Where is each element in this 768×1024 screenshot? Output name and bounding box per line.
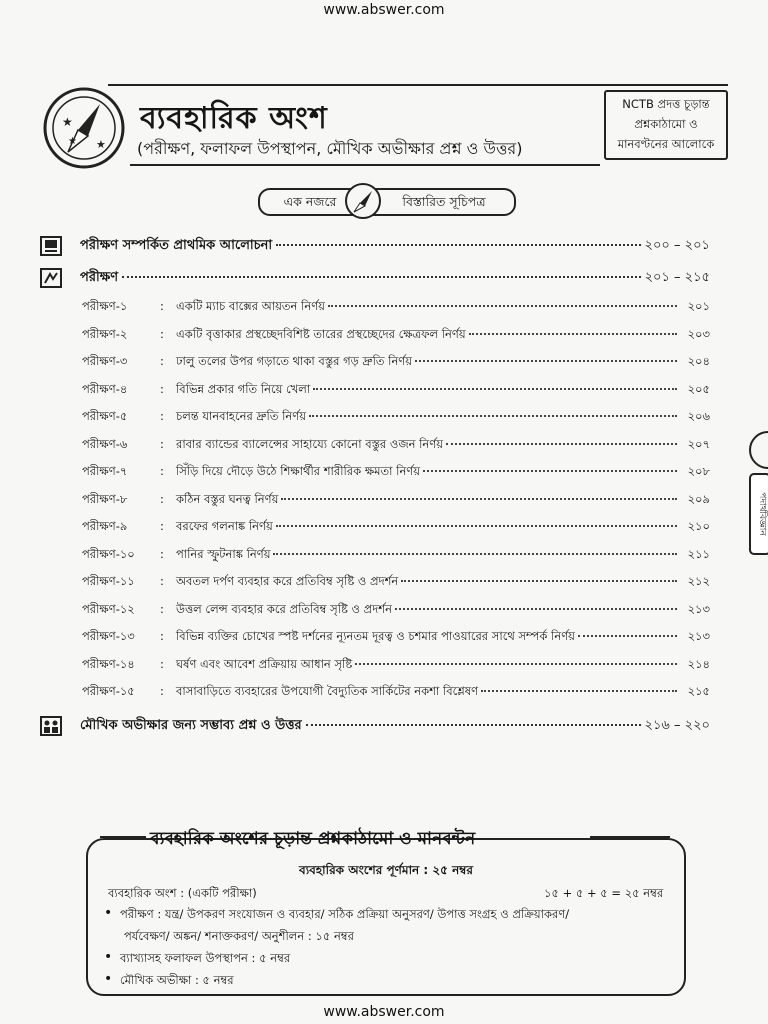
toc-row[interactable]: [82, 353, 710, 375]
experiment-page: ২০৭: [687, 436, 710, 451]
dot-leader: [578, 635, 677, 637]
separator: :: [160, 546, 164, 561]
separator: :: [160, 354, 164, 368]
experiment-page: ২০৬: [687, 409, 710, 423]
bullet-experiment: [104, 906, 569, 925]
experiment-number: পরীক্ষণ-৬: [82, 436, 128, 451]
separator: :: [160, 574, 164, 588]
toc-row[interactable]: [82, 381, 710, 403]
experiment-number: পরীক্ষণ-১৪: [82, 656, 135, 671]
nctb-line: প্রশ্নকাঠামো ও: [634, 117, 698, 131]
svg-text:★: ★: [62, 115, 73, 129]
dot-leader: [306, 724, 641, 726]
section-pages: ২১৬ – ২২০: [644, 718, 710, 733]
toc-row[interactable]: [82, 491, 710, 513]
side-tab-label: পদার্থবিজ্ঞান: [757, 492, 767, 536]
detailed-toc-label: বিস্তারিত সূচিপত্র: [372, 188, 516, 216]
experiment-page: ২১১: [687, 546, 710, 561]
dot-leader: [481, 690, 677, 692]
separator: :: [160, 381, 164, 396]
experiment-number: পরীক্ষণ-২: [82, 326, 128, 341]
experiment-title: রাবার ব্যান্ডের ব্যালেন্সের সাহায্যে কোনো বস্তুর ওজন নির্ণয়: [176, 436, 444, 451]
bullet-text: পরীক্ষণ : যন্ত্র/ উপকরণ সংযোজন ও ব্যবহার/ সঠিক প্রক্রিয়া অনুসরণ/ উপাত্ত সংগ্রহ ও প্রক্রিয়াকরণ/: [120, 907, 570, 921]
experiment-page: ২১৩: [687, 629, 710, 643]
bullet-oral: [104, 972, 234, 991]
experiment-title: সিঁড়ি দিয়ে দৌড়ে উঠে শিক্ষার্থীর শারীরিক ক্ষমতা নির্ণয়: [176, 464, 421, 478]
dot-leader: [395, 608, 677, 610]
experiment-title: ঘর্ষণ এবং আবেশ প্রক্রিয়ায় আধান সৃষ্টি: [176, 656, 353, 671]
experiment-page: ২০৯: [687, 491, 710, 506]
watermark-top: www.abswer.com: [323, 2, 445, 18]
separator: :: [160, 436, 164, 451]
experiment-title: উত্তল লেন্স ব্যবহার করে প্রতিবিম্ব সৃষ্টি ও প্রদর্শন: [176, 601, 392, 616]
marks-sum: ১৫ + ৫ + ৫ = ২৫ নম্বর: [544, 886, 664, 900]
dot-leader: [122, 276, 640, 278]
separator: :: [160, 491, 164, 506]
dot-leader: [401, 580, 677, 582]
toc-row[interactable]: [82, 573, 710, 595]
experiment-number: পরীক্ষণ-১১: [82, 574, 135, 588]
experiment-title: বরফের গলনাঙ্ক নির্ণয়: [176, 519, 273, 533]
toc-row[interactable]: [82, 546, 710, 568]
experiment-number: পরীক্ষণ-৮: [82, 491, 128, 506]
experiment-number: পরীক্ষণ-৪: [82, 381, 128, 396]
dot-leader: [281, 498, 677, 500]
bullet-text: মৌখিক অভীক্ষা : ৫ নম্বর: [120, 973, 234, 987]
section-title: মৌখিক অভীক্ষার জন্য সম্ভাব্য প্রশ্ন ও উত্তর: [80, 718, 302, 733]
experiment-title: ঢালু তলের উপর গড়াতে থাকা বস্তুর গড় দ্রুতি নির্ণয়: [176, 354, 413, 368]
dot-leader: [313, 388, 677, 390]
experiment-page: ২১৪: [687, 656, 710, 671]
toc-row[interactable]: [82, 518, 710, 540]
experiment-number: পরীক্ষণ-১: [82, 299, 128, 313]
toc-row[interactable]: [82, 628, 710, 650]
dot-leader: [446, 443, 677, 445]
dot-leader: [355, 663, 677, 665]
section-title: পরীক্ষণ: [80, 270, 119, 285]
dot-leader: [276, 525, 677, 527]
section-title: পরীক্ষণ সম্পর্কিত প্রাথমিক আলোচনা: [80, 238, 273, 253]
page-title: ব্যবহারিক অংশ: [140, 101, 328, 136]
experiment-page: ২০৫: [687, 381, 710, 396]
separator: :: [160, 299, 164, 313]
toc-row[interactable]: [82, 463, 710, 485]
section-pages: ২০০ – ২০১: [644, 238, 710, 253]
compass-emblem-icon: [42, 86, 126, 170]
experiment-title: পানির স্ফুটনাঙ্ক নির্ণয়: [176, 546, 271, 561]
toc-row[interactable]: [82, 298, 710, 320]
bullet-result: [104, 950, 290, 969]
header-bottom-rule: [130, 164, 600, 166]
dot-leader: [309, 415, 677, 417]
bullet-icon: •: [104, 905, 113, 921]
experiment-title: চলন্ত যানবাহনের দ্রুতি নির্ণয়: [176, 409, 306, 423]
experiment-number: পরীক্ষণ-৩: [82, 354, 128, 368]
monitor-icon: [40, 236, 62, 256]
toc-row[interactable]: [82, 601, 710, 623]
experiment-title: অবতল দর্পণ ব্যবহার করে প্রতিবিম্ব সৃষ্টি ও প্রদর্শন: [176, 574, 399, 588]
at-a-glance-label: এক নজরে: [258, 188, 362, 216]
marks-distribution-title: ব্যবহারিক অংশের চূড়ান্ত প্রশ্নকাঠামো ও মানবন্টন: [150, 829, 476, 849]
experiment-page: ২১০: [687, 519, 710, 533]
dot-leader: [276, 244, 640, 246]
experiment-number: পরীক্ষণ-১৫: [82, 684, 135, 698]
experiment-title: বিভিন্ন প্রকার গতি নিয়ে খেলা: [176, 381, 311, 396]
experiment-title: কঠিন বস্তুর ঘনত্ব নির্ণয়: [176, 491, 279, 506]
experiment-number: পরীক্ষণ-৭: [82, 464, 128, 478]
experiment-number: পরীক্ষণ-৯: [82, 519, 128, 533]
experiment-page: ২০৪: [687, 354, 710, 368]
svg-text:★: ★: [96, 138, 106, 151]
full-marks: ব্যবহারিক অংশের পূর্ণমান : ২৫ নম্বর: [299, 863, 473, 877]
page-subtitle: (পরীক্ষণ, ফলাফল উপস্থাপন, মৌখিক অভীক্ষার প্রশ্ন ও উত্তর): [137, 139, 523, 158]
separator: :: [160, 684, 164, 698]
experiment-number: পরীক্ষণ-৫: [82, 409, 128, 423]
toc-row[interactable]: [82, 683, 710, 705]
experiment-title: বিভিন্ন ব্যক্তির চোখের স্পষ্ট দর্শনের ন্যূনতম দূরত্ব ও চশমার পাওয়ারের সাথে সম্পর্ক নির্ণয়: [176, 629, 575, 643]
svg-text:★: ★: [68, 136, 77, 147]
bullet-text: ব্যাখ্যাসহ ফলাফল উপস্থাপন : ৫ নম্বর: [120, 951, 291, 965]
separator: :: [160, 519, 164, 533]
dot-leader: [328, 305, 677, 307]
bullet-icon: •: [104, 971, 113, 987]
nctb-badge: [604, 90, 728, 160]
people-icon: [40, 716, 62, 736]
compass-small-icon: [344, 182, 382, 220]
toc-row[interactable]: [82, 326, 710, 348]
separator: :: [160, 629, 164, 643]
experiment-page: ২১৫: [687, 684, 710, 698]
experiment-page: ২১২: [687, 574, 710, 588]
separator: :: [160, 656, 164, 671]
experiment-page: ২১৩: [687, 601, 710, 616]
nctb-line: মানবণ্টনের আলোকে: [617, 137, 715, 151]
toc-row[interactable]: [82, 656, 710, 678]
experiment-icon: [40, 268, 62, 288]
experiment-title: একটি ম্যাচ বাক্সের আয়তন নির্ণয়: [176, 299, 325, 313]
toc-section-oral[interactable]: [80, 716, 710, 738]
nctb-line: NCTB প্রদত্ত চূড়ান্ত: [622, 97, 710, 111]
watermark-bottom: www.abswer.com: [323, 1004, 445, 1020]
experiment-number: পরীক্ষণ-১২: [82, 601, 135, 616]
experiment-title: একটি বৃত্তাকার প্রস্থচ্ছেদবিশিষ্ট তারের প্রস্থচ্ছেদের ক্ষেত্রফল নির্ণয়: [176, 326, 466, 341]
experiment-page: ২০৮: [687, 464, 710, 478]
dot-leader: [469, 333, 677, 335]
separator: :: [160, 326, 164, 341]
section-pages: ২০১ – ২১৫: [644, 270, 710, 285]
experiment-page: ২০১: [687, 299, 710, 313]
dot-leader: [423, 470, 677, 472]
dot-leader: [415, 360, 677, 362]
bullet-experiment-continued: পর্যবেক্ষণ/ অঙ্কন/ শনাক্তকরণ/ অনুশীলন : ১৫ নম্বর: [124, 929, 354, 943]
toc-section-intro[interactable]: [80, 236, 710, 258]
separator: :: [160, 464, 164, 478]
experiment-page: ২০৩: [687, 326, 710, 341]
experiment-title: বাসাবাড়িতে ব্যবহারের উপযোগী বৈদ্যুতিক সার্কিটের নকশা বিশ্লেষণ: [176, 684, 479, 698]
separator: :: [160, 409, 164, 423]
dot-leader: [273, 553, 677, 555]
practical-part-label: ব্যবহারিক অংশ : (একটি পরীক্ষা): [108, 886, 257, 900]
toc-row[interactable]: [82, 408, 710, 430]
header-top-rule: [108, 84, 728, 86]
toc-row[interactable]: [82, 436, 710, 458]
side-chapter-tab: [744, 430, 768, 556]
toc-section-experiments[interactable]: [80, 268, 710, 290]
separator: :: [160, 601, 164, 616]
bullet-icon: •: [104, 949, 113, 965]
experiment-number: পরীক্ষণ-১০: [82, 546, 135, 561]
experiment-number: পরীক্ষণ-১৩: [82, 629, 135, 643]
